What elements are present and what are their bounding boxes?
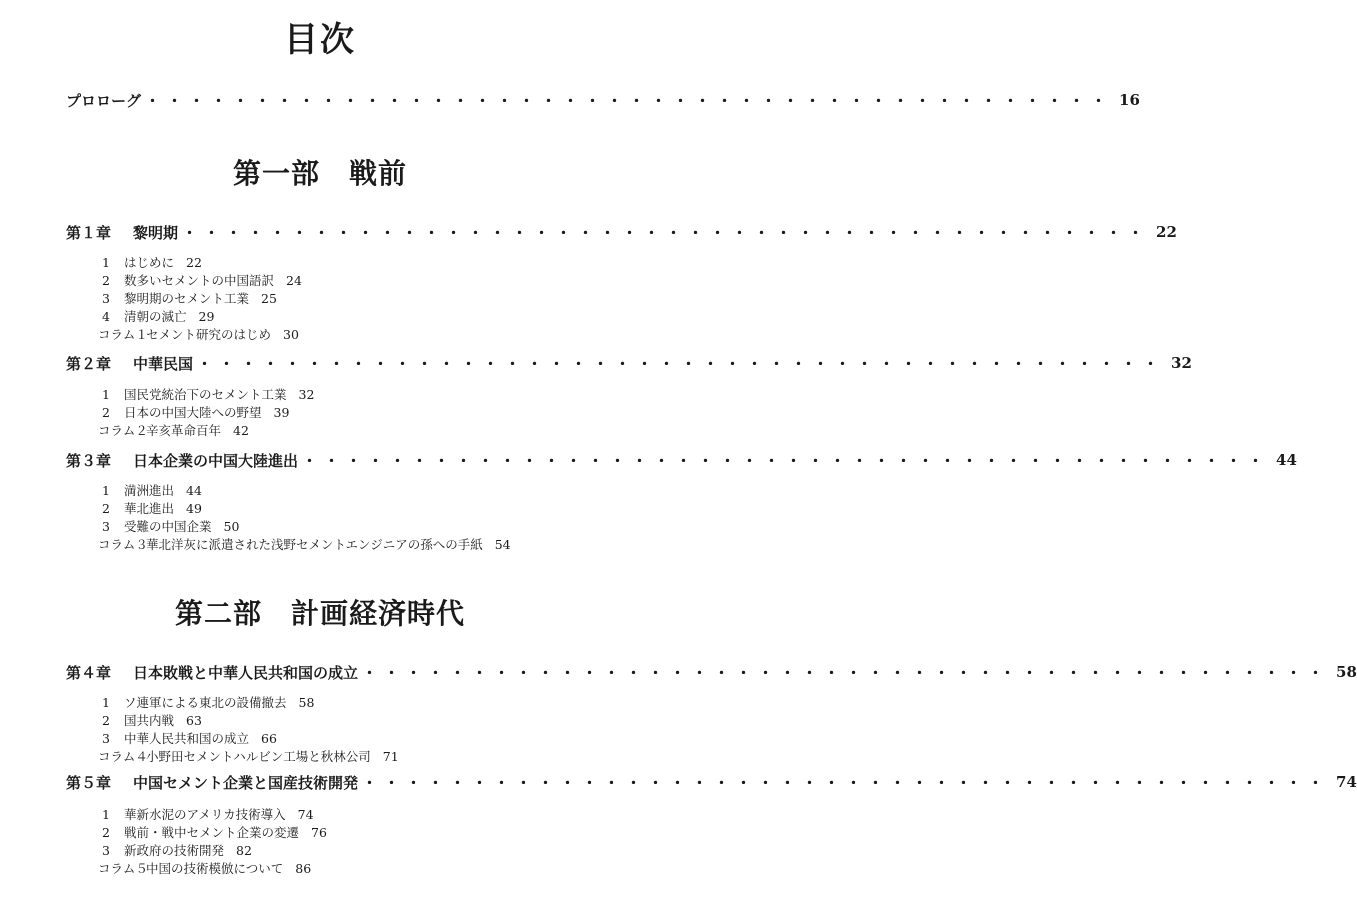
section-item[interactable] — [98, 290, 302, 308]
section-item[interactable] — [98, 730, 399, 748]
page-number: 58 — [1336, 663, 1357, 681]
dot-leader: ・・・・・・・・・・・・・・・・・・・・・・・・・・・・・・・・・・・・・・・・・・・・ — [197, 354, 1166, 373]
section-number: 2 — [102, 501, 110, 516]
section-title: 受難の中国企業 — [124, 519, 212, 534]
section-list — [98, 386, 314, 440]
column-item[interactable] — [98, 422, 314, 440]
dot-leader: ・・・・・・・・・・・・・・・・・・・・・・・・・・・・・・・・・・・・・・・・・・・・ — [145, 91, 1114, 110]
chapter-title: 黎明期 — [133, 223, 179, 242]
column-page: 30 — [283, 327, 299, 342]
part-heading: 第一部 戦前 — [232, 157, 407, 190]
section-page: 24 — [286, 273, 302, 288]
chapter-title: 中華民国 — [133, 354, 194, 373]
section-title: 日本の中国大陸への野望 — [124, 405, 262, 420]
section-page: 49 — [186, 501, 202, 516]
section-title: 国共内戦 — [124, 713, 175, 728]
section-number: 1 — [102, 695, 110, 710]
chapter-number: 第４章 — [66, 663, 112, 682]
column-title: 中国の技術模倣について — [146, 861, 284, 876]
section-item[interactable] — [98, 404, 314, 422]
section-list — [98, 806, 327, 878]
section-item[interactable] — [98, 842, 327, 860]
section-page: 32 — [298, 387, 315, 402]
section-title: 新政府の技術開発 — [124, 843, 225, 858]
section-list — [98, 482, 511, 554]
section-number: 2 — [102, 713, 110, 728]
section-title: 数多いセメントの中国語訳 — [124, 273, 275, 288]
section-item[interactable] — [98, 482, 511, 500]
chapter-entry[interactable] — [66, 220, 1177, 244]
section-item[interactable] — [98, 712, 399, 730]
section-title: 中華人民共和国の成立 — [124, 731, 250, 746]
section-number: 1 — [102, 807, 110, 822]
chapter-entry[interactable] — [66, 351, 1192, 375]
section-page: 44 — [186, 483, 202, 498]
section-page: 66 — [261, 731, 277, 746]
chapter-entry[interactable] — [66, 448, 1297, 472]
section-item[interactable] — [98, 254, 302, 272]
entry-label: プロローグ — [66, 91, 142, 110]
column-number: コラム４ — [98, 749, 148, 764]
section-number: 2 — [102, 273, 110, 288]
column-title: 小野田セメントハルビン工場と秋林公司 — [146, 749, 371, 764]
page-number: 22 — [1156, 223, 1177, 241]
section-title: 満洲進出 — [124, 483, 175, 498]
section-title: 戦前・戦中セメント企業の変遷 — [124, 825, 300, 840]
column-title: 辛亥革命百年 — [146, 423, 222, 438]
column-page: 42 — [233, 423, 249, 438]
section-page: 74 — [297, 807, 314, 822]
section-item[interactable] — [98, 272, 302, 290]
page-number: 44 — [1276, 451, 1297, 469]
page-number: 74 — [1336, 773, 1357, 791]
column-page: 71 — [382, 749, 399, 764]
page-number: 32 — [1171, 354, 1192, 372]
column-title: 華北洋灰に派遣された浅野セメントエンジニアの孫への手紙 — [146, 537, 483, 552]
section-number: 1 — [102, 387, 110, 402]
chapter-number: 第５章 — [66, 773, 112, 792]
chapter-title: 中国セメント企業と国産技術開発 — [133, 773, 359, 792]
chapter-title: 日本企業の中国大陸進出 — [133, 451, 299, 470]
column-number: コラム２ — [98, 423, 148, 438]
column-item[interactable] — [98, 860, 327, 878]
dot-leader: ・・・・・・・・・・・・・・・・・・・・・・・・・・・・・・・・・・・・・・・・・・・・ — [362, 773, 1331, 792]
section-title: 清朝の滅亡 — [124, 309, 187, 324]
toc-entry-prologue[interactable] — [66, 88, 1140, 112]
column-item[interactable] — [98, 536, 511, 554]
section-number: 1 — [102, 255, 110, 270]
section-page: 22 — [186, 255, 202, 270]
section-title: はじめに — [124, 255, 175, 270]
section-item[interactable] — [98, 308, 302, 326]
chapter-number: 第３章 — [66, 451, 112, 470]
section-number: 2 — [102, 405, 110, 420]
chapter-number: 第１章 — [66, 223, 112, 242]
column-item[interactable] — [98, 326, 302, 344]
section-item[interactable] — [98, 806, 327, 824]
chapter-title: 日本敗戦と中華人民共和国の成立 — [133, 663, 359, 682]
section-number: 3 — [102, 731, 110, 746]
section-page: 29 — [198, 309, 215, 324]
section-item[interactable] — [98, 824, 327, 842]
chapter-entry[interactable] — [66, 660, 1357, 684]
column-number: コラム３ — [98, 537, 148, 552]
section-title: 華新水泥のアメリカ技術導入 — [124, 807, 286, 822]
column-page: 86 — [295, 861, 312, 876]
section-item[interactable] — [98, 518, 511, 536]
section-title: 黎明期のセメント工業 — [124, 291, 250, 306]
section-title: ソ連軍による東北の設備撤去 — [124, 695, 287, 710]
section-item[interactable] — [98, 386, 314, 404]
section-number: 2 — [102, 825, 110, 840]
page-number: 16 — [1119, 91, 1140, 109]
section-number: 3 — [102, 843, 110, 858]
section-page: 25 — [261, 291, 277, 306]
section-list — [98, 694, 399, 766]
column-title: セメント研究のはじめ — [146, 327, 272, 342]
section-list — [98, 254, 302, 344]
section-number: 3 — [102, 519, 110, 534]
section-page: 63 — [186, 713, 202, 728]
section-page: 39 — [273, 405, 290, 420]
section-page: 50 — [223, 519, 240, 534]
section-page: 58 — [298, 695, 315, 710]
section-title: 華北進出 — [124, 501, 175, 516]
column-page: 54 — [494, 537, 511, 552]
section-number: 4 — [102, 309, 110, 324]
column-item[interactable] — [98, 748, 399, 766]
section-number: 3 — [102, 291, 110, 306]
dot-leader: ・・・・・・・・・・・・・・・・・・・・・・・・・・・・・・・・・・・・・・・・・・・・ — [302, 451, 1271, 470]
section-page: 82 — [236, 843, 252, 858]
dot-leader: ・・・・・・・・・・・・・・・・・・・・・・・・・・・・・・・・・・・・・・・・・・・・ — [182, 223, 1151, 242]
column-number: コラム１ — [98, 327, 148, 342]
section-item[interactable] — [98, 694, 399, 712]
section-page: 76 — [311, 825, 327, 840]
toc-title: 目次 — [284, 20, 356, 60]
section-title: 国民党統治下のセメント工業 — [124, 387, 287, 402]
chapter-number: 第２章 — [66, 354, 112, 373]
part-heading: 第二部 計画経済時代 — [174, 597, 465, 630]
section-item[interactable] — [98, 500, 511, 518]
dot-leader: ・・・・・・・・・・・・・・・・・・・・・・・・・・・・・・・・・・・・・・・・・・・・ — [362, 663, 1331, 682]
chapter-entry[interactable] — [66, 770, 1357, 794]
section-number: 1 — [102, 483, 110, 498]
column-number: コラム５ — [98, 861, 148, 876]
